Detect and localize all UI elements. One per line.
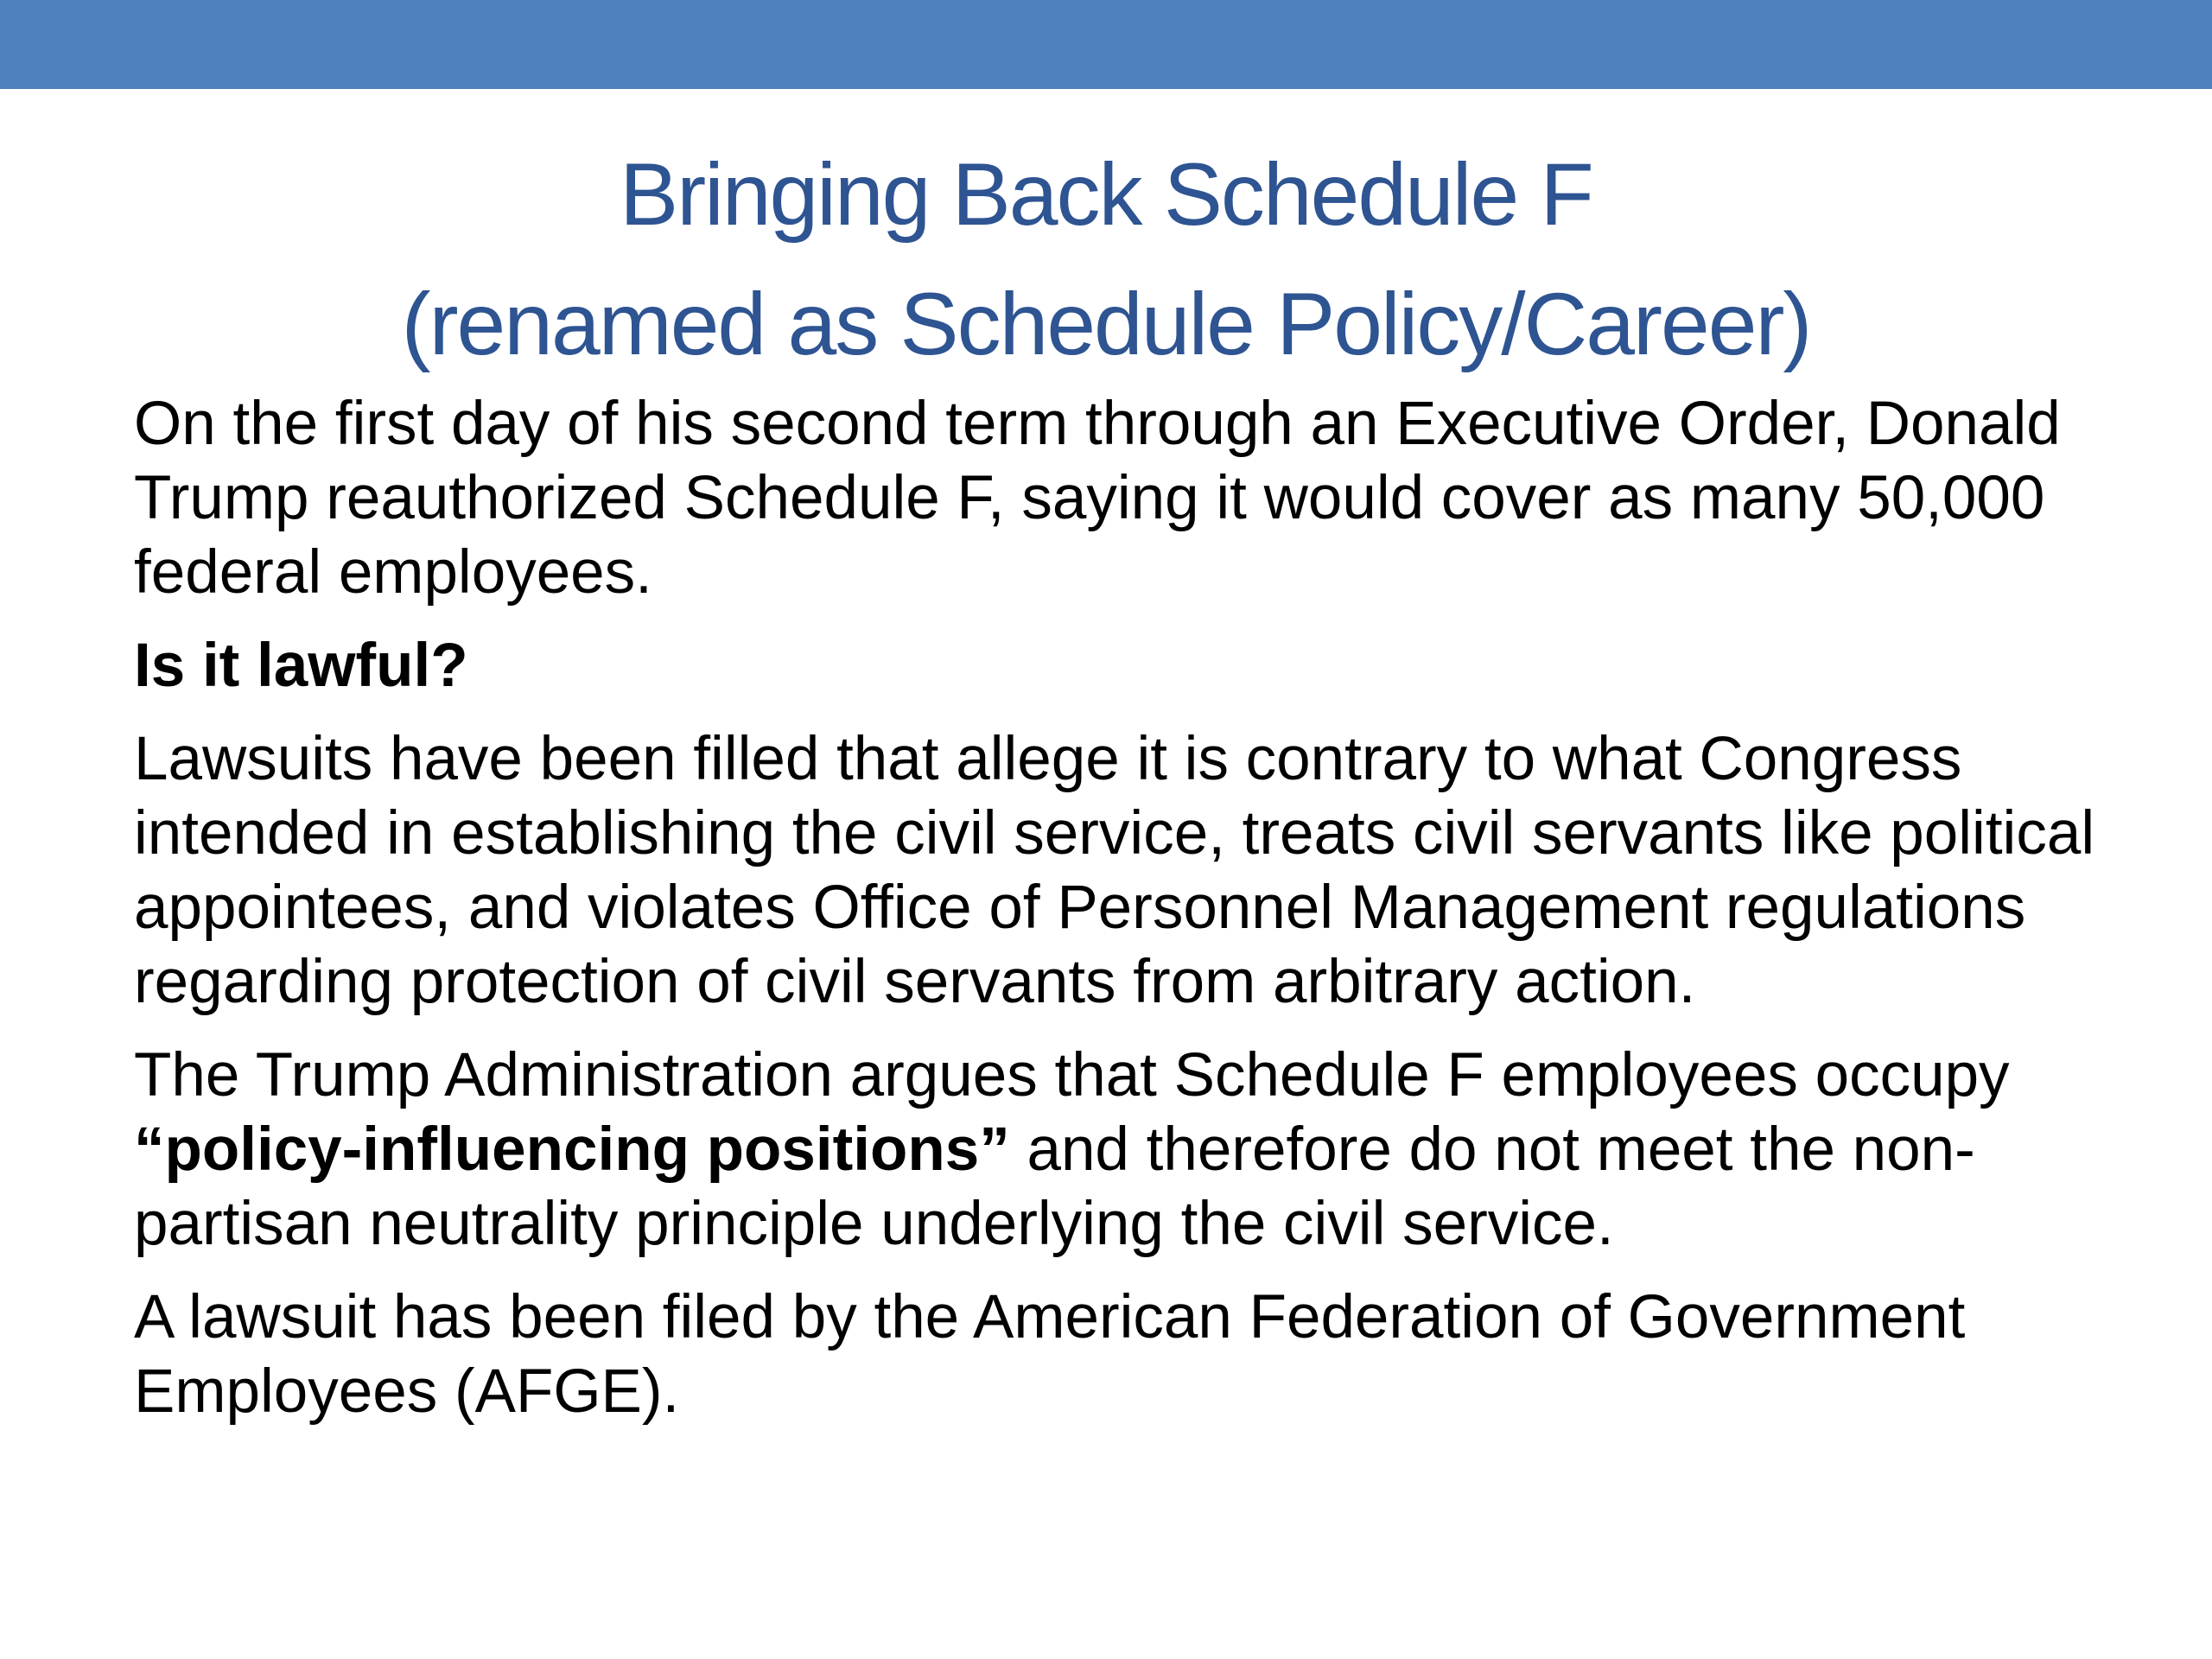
paragraph-administration-argument [134,1039,2147,1262]
paragraph-lawsuits: Lawsuits have been filled that allege it is contrary to what Congress intended in establishing the civil service, treats civil servants like political appointees, and violates Office of Personnel Management regulations regarding protection of civil servants from arbitrary action. [134,725,2095,1016]
slide-title [0,130,2212,389]
title-line-2: (renamed as Schedule Policy/Career) [401,275,1811,373]
slide-body [134,387,2147,1429]
argument-text-after: and therefore do not meet the non-partisan neutrality principle underlying the civil service. [134,1116,1975,1258]
argument-quote-bold: “policy-influencing positions” [134,1116,1010,1184]
title-line-1: Bringing Back Schedule F [620,145,1592,244]
paragraph-executive-order: On the first day of his second term through an Executive Order, Donald Trump reauthorized Schedule F, saying it would cover as many 50,000 federal employees. [134,390,2061,607]
header-bar [0,0,2212,89]
paragraph-afge-lawsuit: A lawsuit has been filed by the American Federation of Government Employees (AFGE). [134,1283,1966,1426]
paragraph-heading-lawful: Is it lawful? [134,632,468,700]
argument-text-before: The Trump Administration argues that Schedule F employees occupy [134,1041,2010,1109]
